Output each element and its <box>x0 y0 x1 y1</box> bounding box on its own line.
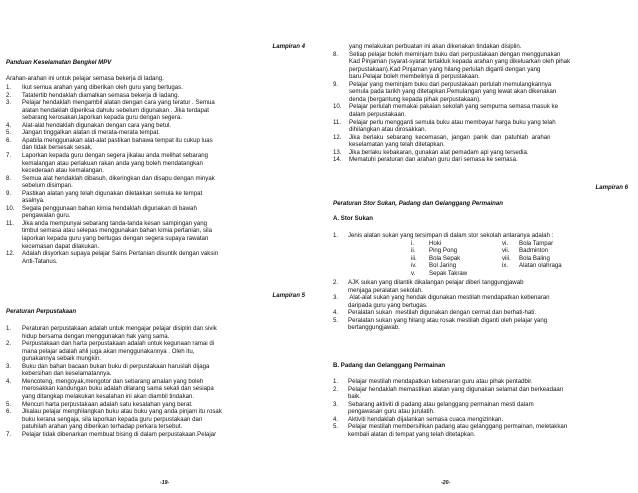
list-item-line: Laporkan kepada guru dengan segera jikalau anda melihat sebarang <box>22 151 208 159</box>
list-item-line: baik. <box>348 393 361 401</box>
list-item-number: 5. <box>6 400 12 408</box>
list-item-line: kecederaan atau kemalangan. <box>22 167 104 175</box>
list-item-line: Buku dan bahan bacaan bukan buku di perpustakaan haruslah dijaga <box>22 362 210 370</box>
list-item-number: 12. <box>333 133 342 141</box>
list-item-line: Ikut semua arahan yang diberikan oleh guru yang bertugas. <box>22 84 183 91</box>
list-item-line: Jika anda mempunyai sebarang tanda-tanda kesan sampingan yang <box>22 219 207 227</box>
list-item-line: Kad Pinjaman (syarat-syarat tertakluk kepada arahan yang dikeluarkan oleh pihak <box>349 58 571 66</box>
sport-numeral: vii. <box>502 247 510 255</box>
list-item-number: 14. <box>333 156 342 164</box>
sport-name: Ping Pong <box>429 247 458 255</box>
list-item-line: Perpustakaan dan harta perpustakaan adalah untuk kegunaan ramai di <box>22 340 215 348</box>
list-item-line: denda (bergantung kepada pihak perpustakaan). <box>349 95 481 103</box>
list-item-line: Apabila menggunakan alat-alat pastikan bahawa tempat itu cukup luas <box>22 136 213 144</box>
list-item-line: Mematuhi peraturan dan arahan guru dari semasa ke semasa. <box>349 156 518 164</box>
list-item-line: kebersihan dan keselamatannya. <box>22 370 112 378</box>
list-item-line: hidup bersama dengan menggunakan hak yang sama. <box>22 332 170 340</box>
list-item-line: Jangan tinggalkan alatan di merata-merata tempat. <box>22 129 160 137</box>
section-a-item-1-text: Jenis alatan sukan yang tersimpan di dalam stor sekolah antaranya adalah : <box>348 232 554 239</box>
sport-numeral: v. <box>411 269 416 277</box>
list-item-number: 5. <box>333 423 339 431</box>
list-item-line: timbul semasa atau selepas menggunakan bahan kimia pertanian, sila <box>22 227 213 235</box>
list-item-line: dan tidak bersesak sesak. <box>22 144 93 152</box>
list-item-number: 10. <box>333 103 342 111</box>
list-item-line: yang melakukan perbuatan ini akan dikenakan tindakan disiplin. <box>349 43 522 50</box>
list-item-line: Peralatan sukan mestilah digunakan dengan cermat dan berhati-hati. <box>348 309 537 317</box>
list-item-number: 4. <box>6 377 12 385</box>
list-item-line: Pelajar perlu mengganti semula buku atau membayar harga buku yang telah <box>349 118 556 126</box>
list-item-line: dalam perpustakaan. <box>349 110 406 118</box>
list-item-number: 5. <box>6 129 12 137</box>
list-item-line: dihilangkan atau dirosakkan. <box>349 126 427 134</box>
list-item-number: 11. <box>333 118 342 126</box>
list-item-line: buku kerana sengaja, sila laporkan kepada guru perpustakaan dan <box>22 415 203 423</box>
sport-name: Hoki <box>429 240 442 247</box>
list-item-line: Aktiviti hendaklah dijalankan semasa cuaca mengizinkan. <box>348 415 504 423</box>
list-item-line: asalnya. <box>22 197 45 205</box>
sport-name: Badminton <box>519 247 549 255</box>
list-item-line: mana pelajar adalah ahli juga akan menggunakannya . Oleh itu, <box>22 347 195 355</box>
list-item-line: pengawasan guru atau jurulatih. <box>348 408 435 416</box>
list-item-line: kecemasan dapat dilakukan. <box>22 242 100 250</box>
section-a-item-1-number: 1. <box>333 232 339 239</box>
sport-name: Bola Tampar <box>519 240 554 247</box>
list-item-line: merosakkan kandungan buku adalah dilarang sama sekali dan sesiapa <box>22 385 214 393</box>
right-page <box>319 0 638 493</box>
list-item-number: 6. <box>6 408 12 416</box>
list-item-number: 3. <box>6 362 12 370</box>
list-item-line: Tatatertib hendaklah diamalkan semasa bekerja di ladang. <box>22 91 180 99</box>
sport-name: Bola Baling <box>519 254 550 262</box>
list-item-line: daripada guru yang bertugas. <box>348 301 428 309</box>
list-item-line: kemalangan atau perlakuan rakan anda yang boleh mendatangkan <box>22 159 203 167</box>
list-item-line: Jikalau pelajar menghilangkan buku atau buku yang anda pinjam itu rosak <box>22 408 222 416</box>
list-item-line: kembali alatan di tempat yang telah ditetapkan. <box>348 430 476 438</box>
lampiran-5-label: Lampiran 5 <box>272 292 305 299</box>
sport-numeral: iv. <box>411 262 417 270</box>
list-item-number: 4. <box>333 415 339 423</box>
list-item-number: 1. <box>6 84 12 91</box>
list-item-line: perpustakaan).Kad Pinjaman yang hilang perlulah diganti dengan yang <box>349 65 541 73</box>
list-item-line: gunakannya sebaik mungkin. <box>22 355 101 363</box>
list-item-line: alatan hendaklah diperiksa dahulu sebelum digunakan . Jika terdapat <box>22 106 210 114</box>
list-item-line: Semua alat hendaklah dibasuh, dikeringkan dan disapu dengan minyak <box>22 174 215 182</box>
list-item-line: patuhilah arahan yang diberikan terhadap perkara tersebut. <box>22 423 183 431</box>
list-item-line: Jika berlaku kebakaran, gunakan alat pemadam api yang tersedia. <box>349 148 529 156</box>
sport-name: Bol Jaring <box>429 262 457 270</box>
list-item-number: 8. <box>6 174 12 182</box>
list-item-line: sebarang kerosakan,laporkan kepada guru dengan segera. <box>22 114 182 122</box>
list-item-number: 7. <box>6 430 12 438</box>
lampiran-6-label: Lampiran 6 <box>595 184 628 191</box>
list-item-line: Pelajar perlulah memakai pakaian sekolah yang sempurna semasa masuk ke <box>349 103 558 111</box>
sport-numeral: ii. <box>411 247 416 255</box>
lampiran-5-title: Peraturan Perpustakaan <box>6 308 77 315</box>
list-item-line: AJK sukan yang dilantik dikalangan pelajar diberi tanggungjawab <box>348 279 524 286</box>
list-item-line: Mencuri harta perpustakaan adalah satu kesalahan yang berat. <box>22 400 193 408</box>
list-item-line: Pelajar hendaklah mengambil alatan dengan cara yang teratur . Semua <box>22 99 215 107</box>
list-item-number: 6. <box>6 136 12 144</box>
list-item-number: 2. <box>6 91 12 99</box>
list-item-line: Pelajar hendaklah memastikan alatan yang digunakan selamat dan berkeadaan <box>348 385 564 393</box>
list-item-number: 2. <box>333 385 339 393</box>
list-item-line: Sebarang aktiviti di padang atau gelanggang permainan mesti dalam <box>348 400 534 408</box>
list-item-line: semula pada tarikh yang ditetapkan.Pemulangan yang lewat akan dikenakan <box>349 88 557 96</box>
section-b-heading: B. Padang dan Gelanggang Permainan <box>333 362 446 369</box>
list-item-line: Pastikan alatan yang telah digunakan diletakkan semula ke tempat <box>22 189 203 197</box>
list-item-line: yang ditangkap melakukan kesalahan ini akan diambil tindakan. <box>22 392 195 400</box>
list-item-line: Adalah disyorkan supaya pelajar Sains Pertanian disuntik dengan vaksin <box>22 250 219 258</box>
sport-name: Alatan olahraga <box>519 262 562 270</box>
list-item-number: 2. <box>6 340 12 348</box>
list-item-line: Anti-Tatanus. <box>22 257 58 265</box>
list-item-number: 11. <box>6 219 15 227</box>
list-item-number: 9. <box>333 80 339 88</box>
lampiran-6-title: Peraturan Stor Sukan, Padang dan Gelanggang Permainan <box>333 200 503 207</box>
lampiran-4-label: Lampiran 4 <box>272 43 305 50</box>
list-item-line: Alat-alat sukan yang hendak digunakan mestilah mendapatkan kebenaran <box>348 294 550 302</box>
list-item-line: Segala penggunaan bahan kimia hendaklah digunakan di bawah <box>22 204 197 212</box>
list-item-line: Pelajar tidak dibenarkan membuat bising di dalam perpustakaan.Pelajar <box>22 430 217 438</box>
lampiran-4-intro: Arahan-arahan ini untuk pelajar semasa bekerja di ladang. <box>6 75 164 82</box>
list-item-number: 5. <box>333 316 339 324</box>
list-item-number: 7. <box>6 151 12 159</box>
list-item-line: baru.Pelajar boleh membelinya di perpustakaan. <box>349 73 480 81</box>
list-item-number: 3. <box>333 400 339 408</box>
list-item-line: Pelajar mestilah mendapatkan kebenaran guru atau pihak pentadbir. <box>348 378 533 385</box>
list-item-line: keselamatan yang telah ditetapkan. <box>349 141 445 149</box>
sport-numeral: iii. <box>411 254 417 262</box>
list-item-line: Mencoteng, mengoyak,mengotor dan sebarang amalan yang boleh <box>22 377 204 385</box>
sport-numeral: viii. <box>502 254 511 262</box>
sport-numeral: i. <box>411 240 415 247</box>
list-item-number: 1. <box>6 325 12 332</box>
list-item-number: 13. <box>333 148 342 156</box>
list-item-number: 10. <box>6 204 15 212</box>
list-item-line: pengawalan guru. <box>22 212 71 220</box>
list-item-line: menjaga peralatan sekolah. <box>348 286 423 294</box>
list-item-line: Jika berlaku sebarang kecemasan, jangan panik dan patuhlah arahan <box>349 133 551 141</box>
list-item-line: laporkan kepada guru yang bertugas dengan segera supaya rawatan <box>22 235 209 242</box>
sport-name: Bola Sepak <box>429 254 461 262</box>
list-item-line: Peralatan sukan yang hilang atau rosak mestilah diganti oleh pelajar yang <box>348 316 548 324</box>
page-number-left: -19- <box>160 480 170 486</box>
list-item-line: sebelum disimpan. <box>22 182 73 190</box>
list-item-line: Pelajar yang meminjam buku dari perpustakaan perlulah memulangkannya <box>349 80 552 88</box>
list-item-number: 1. <box>333 378 339 385</box>
sport-name: Sepak Takraw <box>429 269 468 277</box>
list-item-number: 3. <box>6 99 12 107</box>
list-item-line: Alat-alat hendaklah digunakan dengan cara yang betul. <box>22 121 172 129</box>
sport-numeral: vi. <box>502 240 509 247</box>
list-item-number: 3. <box>333 294 339 302</box>
list-item-line: Peraturan perpustakaan adalah untuk mengajar pelajar disiplin dan sivik <box>22 325 217 332</box>
lampiran-4-title: Panduan Keselamatan Bengkel MPV <box>6 59 112 66</box>
list-item-number: 4. <box>6 121 12 129</box>
list-item-line: Pelajar mestilah membersihkan padang atau gelanggang permainan, meletakkan <box>348 423 568 431</box>
list-item-number: 8. <box>333 50 339 58</box>
list-item-number: 4. <box>333 309 339 317</box>
list-item-line: bertanggungjawab. <box>348 324 400 332</box>
list-item-number: 9. <box>6 189 12 197</box>
list-item-number: 12. <box>6 250 15 258</box>
list-item-number: 2. <box>333 279 339 286</box>
section-a-heading: A. Stor Sukan <box>333 215 373 222</box>
sport-numeral: ix. <box>502 262 509 270</box>
page-number-right: -20- <box>441 480 451 486</box>
list-item-line: Setiap pelajar boleh meminjam buku dari perpustakaan dengan menggunakan <box>349 50 561 58</box>
